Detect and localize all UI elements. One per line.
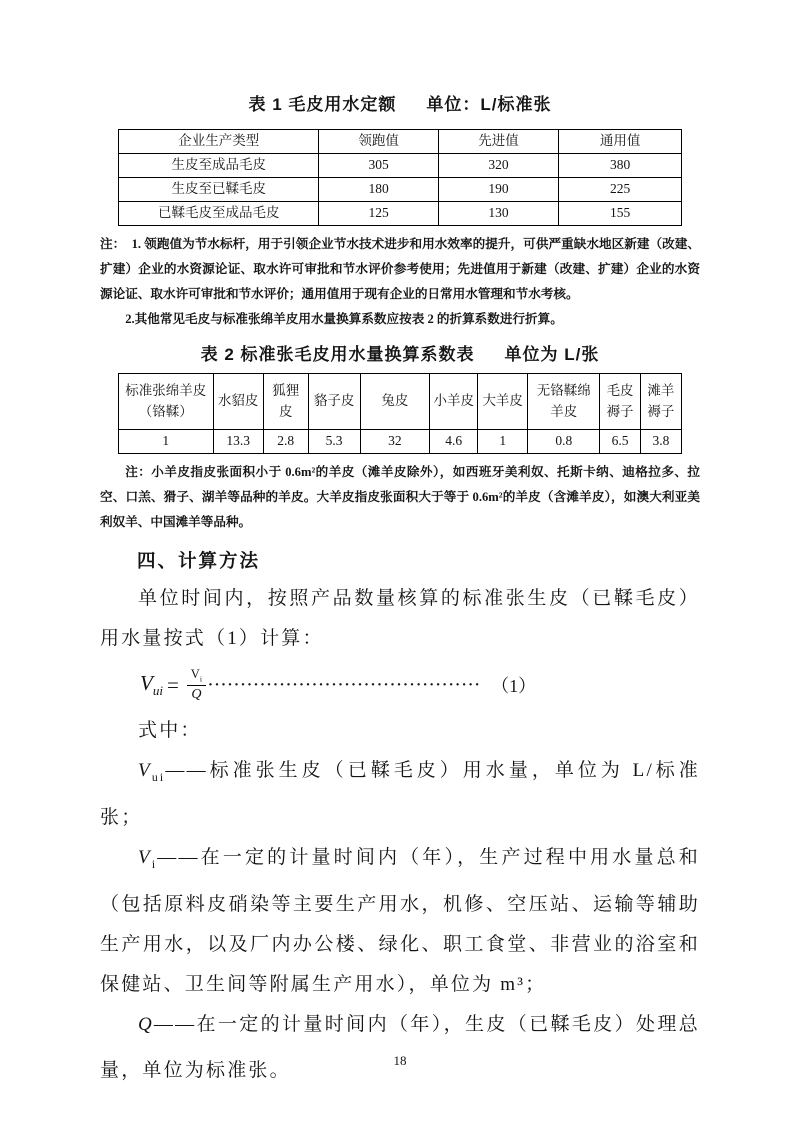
table2-header-row [119, 374, 682, 430]
table2-header-cell: 标准张绵羊皮（铬鞣） [119, 374, 214, 430]
table-cell: 1 [478, 430, 528, 454]
table1 [118, 129, 682, 226]
table-cell: 已鞣毛皮至成品毛皮 [119, 202, 319, 226]
formula-fraction [187, 667, 206, 704]
section-intro: 单位时间内，按照产品数量核算的标准张生皮（已鞣毛皮）用水量按式（1）计算： [100, 588, 700, 649]
table2-header-cell: 兔皮 [360, 374, 430, 430]
dot-leader: ·········································· [207, 676, 482, 693]
table1-note-1: 注： 1. 领跑值为节水标杆，用于引领企业节水技术进步和用水效率的提升，可供严重缺水地区新建（改建、扩建）企业的水资源论证、取水许可审批和节水评价参考使用；先进值用于新建（改建、扩建）企业的水资源论证、取水许可审批和节水评价；通用值用于现有企业的日常用水管理和节水考核。 [100, 237, 700, 301]
page-number: 18 [393, 1053, 407, 1068]
table1-unit: 单位：L/标准张 [426, 95, 552, 114]
table2-header-cell: 貉子皮 [308, 374, 360, 430]
where-label: 式中： [138, 720, 202, 741]
table-cell: 125 [319, 202, 438, 226]
table2-header-cell: 狐狸皮 [263, 374, 308, 430]
table-cell: 380 [559, 154, 682, 178]
table-cell: 130 [438, 202, 558, 226]
definition-vi: $V_i——$在一定的计量时间内（年），生产过程中用水量总和（包括原料皮硝染等主要生产用水，机修、空压站、运输等辅助生产用水，以及厂内办公楼、绿化、职工食堂、非营业的浴室和保健站、卫生间等附属生产用水），单位为 m³； [100, 846, 700, 995]
table2-header-cell: 毛皮褥子 [600, 374, 641, 430]
section-heading: 四、计算方法 [137, 550, 261, 571]
equation-number: （1） [491, 676, 537, 696]
table-cell: 305 [319, 154, 438, 178]
equals-sign: = [166, 672, 179, 697]
table2-header-cell: 大羊皮 [478, 374, 528, 430]
table1-header-row [119, 130, 682, 154]
table-cell: 190 [438, 178, 558, 202]
table1-header-cell: 领跑值 [319, 130, 438, 154]
table-cell: 155 [559, 202, 682, 226]
table-cell: 5.3 [308, 430, 360, 454]
table2 [118, 373, 682, 454]
formula-1 [100, 659, 700, 711]
table-cell: 6.5 [600, 430, 641, 454]
table2-caption [100, 340, 700, 365]
formula-lhs: $V_{ui}$ [140, 670, 163, 699]
table1-header-cell: 企业生产类型 [119, 130, 319, 154]
table2-header-cell: 水貂皮 [213, 374, 263, 430]
table-cell: 320 [438, 154, 558, 178]
table-cell: 生皮至已鞣毛皮 [119, 178, 319, 202]
table-cell: 3.8 [640, 430, 681, 454]
table2-value-row [119, 430, 682, 454]
fraction-denominator: Q [191, 687, 202, 703]
table-cell: 2.8 [263, 430, 308, 454]
table-cell: 32 [360, 430, 430, 454]
table-cell: 180 [319, 178, 438, 202]
table1-header-cell: 先进值 [438, 130, 558, 154]
table1-caption [100, 90, 700, 115]
table2-header-cell: 无铬鞣绵羊皮 [528, 374, 600, 430]
definition-vui: $V_{ui}——$标准张生皮（已鞣毛皮）用水量，单位为 L/标准张； [100, 760, 700, 828]
table2-note: 注：小羊皮指皮张面积小于 0.6m²的羊皮（滩羊皮除外），如西班牙美利奴、托斯卡纳、迪格拉多、拉空、口羔、猾子、湖羊等品种的羊皮。大羊皮指皮张面积大于等于 0.6m²的羊皮（含滩羊皮），如澳大利亚美利奴羊、中国滩羊等品种。 [100, 465, 700, 529]
table1-row [119, 202, 682, 226]
table-cell: 生皮至成品毛皮 [119, 154, 319, 178]
table-cell: 4.6 [430, 430, 478, 454]
table-cell: 225 [559, 178, 682, 202]
table-cell: 13.3 [213, 430, 263, 454]
table2-header-cell: 小羊皮 [430, 374, 478, 430]
table2-title: 表 2 标准张毛皮用水量换算系数表 [200, 345, 475, 364]
table-cell: 1 [119, 430, 214, 454]
table2-unit: 单位为 L/张 [504, 345, 600, 364]
table1-row [119, 154, 682, 178]
table-cell: 0.8 [528, 430, 600, 454]
table2-header-cell: 滩羊褥子 [640, 374, 681, 430]
table1-note-2: 2.其他常见毛皮与标准张绵羊皮用水量换算系数应按表 2 的折算系数进行折算。 [125, 312, 563, 326]
table1-header-cell: 通用值 [559, 130, 682, 154]
table1-title: 表 1 毛皮用水定额 [248, 95, 397, 114]
fraction-numerator: $V_i$ [187, 667, 206, 686]
definition-q: Q——在一定的计量时间内（年），生皮（已鞣毛皮）处理总量，单位为标准张。 [100, 1013, 700, 1082]
table1-row [119, 178, 682, 202]
